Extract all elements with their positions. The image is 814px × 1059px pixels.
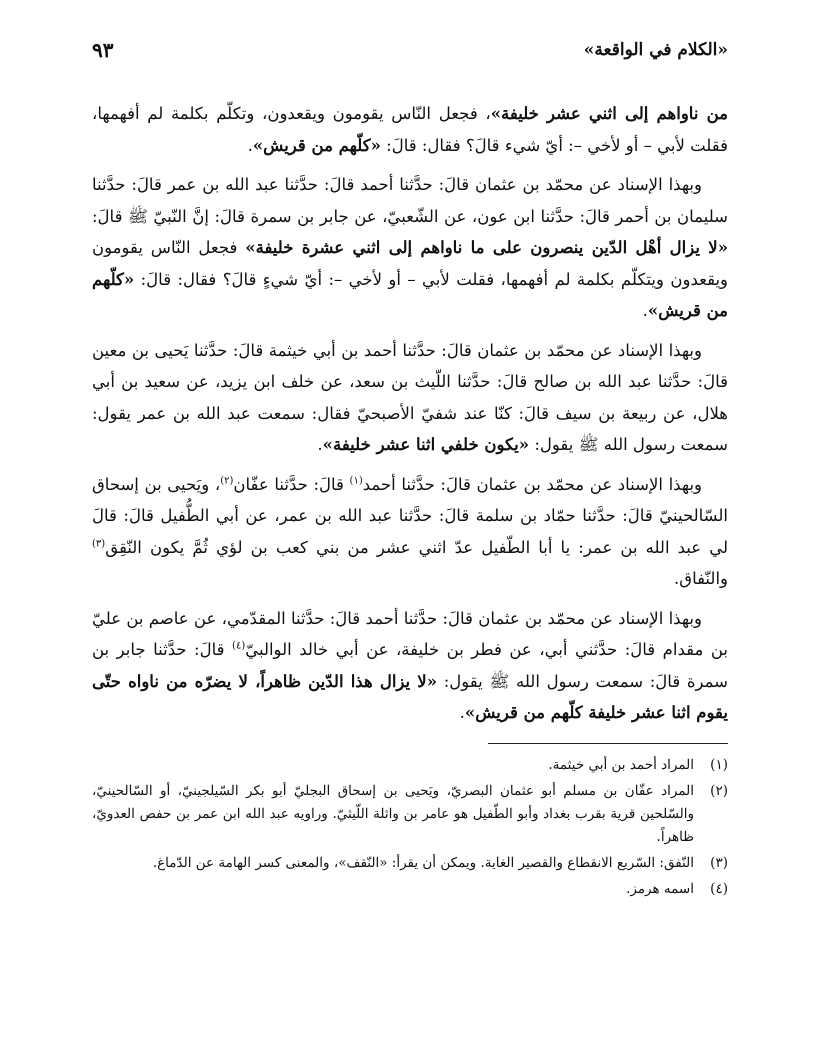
paragraph-2 (92, 169, 728, 327)
footnote-2 (92, 780, 728, 849)
text-run: ، فجعل النّاس يقومون ويقعدون، وتكلّم بكلمة لم أفهمها، فقلت لأبي – أو لأخي –: أيّ شيء قالَ؟ فقال: قالَ: (92, 104, 728, 155)
footnote-number: (١) (710, 756, 728, 773)
paragraph-5 (92, 603, 728, 729)
text-run: . (317, 435, 323, 454)
hadith-quote: «لا يزال أهْل الدّين ينصرون على ما ناواهم إلى اثني عشرة خليفة» (245, 238, 729, 257)
running-title: «الكلام في الواقعة» (583, 40, 728, 60)
page-number: ٩٣ (92, 38, 114, 62)
text-run: وبهذا الإسناد عن محمّد بن عثمان قالَ: حدَّثنا أحمد بن أبي خيثمة قالَ: حدَّثنا يَحيى بن معين قالَ: حدَّثنا عبد الله بن صالح قالَ: حدَّثنا اللّيث بن سعد، عن خلف ابن يزيد، عن سعيد بن أبي هلال، عن ربيعة بن سيف قالَ: كنّا عند شفيّ الأصبحيّ فقال: سمعت عبد الله بن عمر يقول: سمعت رسول الله ﷺ يقول: (92, 340, 728, 454)
text-run: . (459, 703, 465, 722)
footnote-number: (٢) (710, 782, 728, 799)
footnote-ref-1[interactable]: (١) (349, 475, 363, 486)
hadith-quote: «لا يزال هذا الدّين ظاهراً، لا يضرّه من ناواه حتّى يقوم اثنا عشر خليفة كلّهم من قريش» (92, 671, 728, 722)
footnote-3 (92, 852, 728, 875)
book-page (92, 40, 728, 904)
text-run: . (247, 135, 253, 155)
footnote-text: المراد أحمد بن أبي خيثمة. (548, 756, 694, 773)
footnote-text: المراد عفّان بن مسلم أبو عثمان البصريّ، ويَحيى بن إسحاق البجليّ أبو بكر السّيلجينيّ، أو السّالحينيّ، والسّلحين قرية بقرب بغداد وأبو الطّفيل هو عامر بن واثلة اللّيثيّ. وراويه عبد الله ابن عمر بن حفص العدويّ، ظاهراً. (92, 782, 694, 845)
footnote-number: (٣) (710, 854, 728, 871)
page-header (92, 40, 728, 76)
hadith-quote: «كلّهم من قريش» (92, 269, 728, 320)
footnote-separator (488, 743, 728, 744)
footnotes (92, 754, 728, 901)
footnote-number: (٤) (710, 880, 728, 897)
paragraph-1 (92, 98, 728, 161)
footnote-ref-3[interactable]: (٣) (92, 538, 106, 549)
hadith-quote: «كلّهم من قريش» (252, 135, 381, 155)
text-run: وبهذا الإسناد عن محمّد بن عثمان قالَ: حدَّثنا أحمد قالَ: حدَّثنا المقدّمي، عن عاصم بن عليّ بن مقدام قالَ: حدَّثني أبي، عن فطر بن خليفة، عن أبي خالد الوالبيّ (92, 608, 728, 659)
text-run: وبهذا الإسناد عن محمّد بن عثمان قالَ: حدَّثنا أحمد قالَ: حدَّثنا عبد الله بن عمر قالَ: حدَّثنا سليمان بن أحمر قالَ: حدَّثنا ابن عون، عن الشّعبيّ، عن جابر بن سمرة قالَ: إنَّ النّبيّ ﷺ قالَ: (92, 175, 728, 226)
footnote-1 (92, 754, 728, 777)
footnote-4 (92, 878, 728, 901)
footnote-text: اسمه هرمز. (626, 880, 694, 897)
text-run: قالَ: حدَّثنا جابر بن سمرة قالَ: سمعت رسول الله ﷺ يقول: (92, 640, 728, 691)
text-run: ، ويَحيى بن إسحاق السّالحينيّ قالَ: حدَّثنا حمّاد بن سلمة قالَ: حدَّثنا عبد الله بن عمر، عن أبي الطُّفيل قالَ: قالَ لي عبد الله بن عمر: يا أبا الطّفيل عدّ اثني عشر من بني كعب بن لؤي ثُمَّ يكون النّقِق (92, 474, 728, 557)
hadith-quote: من ناواهم إلى اثني عشر خليفة» (490, 104, 728, 123)
footnote-ref-4[interactable]: (٤) (232, 640, 246, 652)
paragraph-4 (92, 469, 728, 595)
main-text (92, 98, 728, 729)
text-run: قالَ: حدَّثنا عفّان (233, 474, 350, 494)
footnote-text: النّفق: السّريع الانقطاع والقصير الغاية. ويمكن أن يقرأ: «النّقف»، والمعنى كسر الهامة عن الدّماغ. (152, 854, 694, 871)
paragraph-3 (92, 335, 728, 461)
hadith-quote: «يكون خلفي اثنا عشر خليفة» (322, 435, 530, 454)
text-run: وبهذا الإسناد عن محمّد بن عثمان قالَ: حدَّثنا أحمد (362, 474, 703, 494)
text-run: فجعل النّاس يقومون ويقعدون ويتكلّم بكلمة لم أفهمها، فقلت لأبي – أو لأخي –: أيّ شيءٍ قالَ؟ فقال: قالَ: (92, 238, 728, 289)
text-run: والنّفاق. (674, 569, 728, 588)
text-run: . (642, 301, 648, 320)
footnote-ref-2[interactable]: (٢) (220, 475, 234, 486)
